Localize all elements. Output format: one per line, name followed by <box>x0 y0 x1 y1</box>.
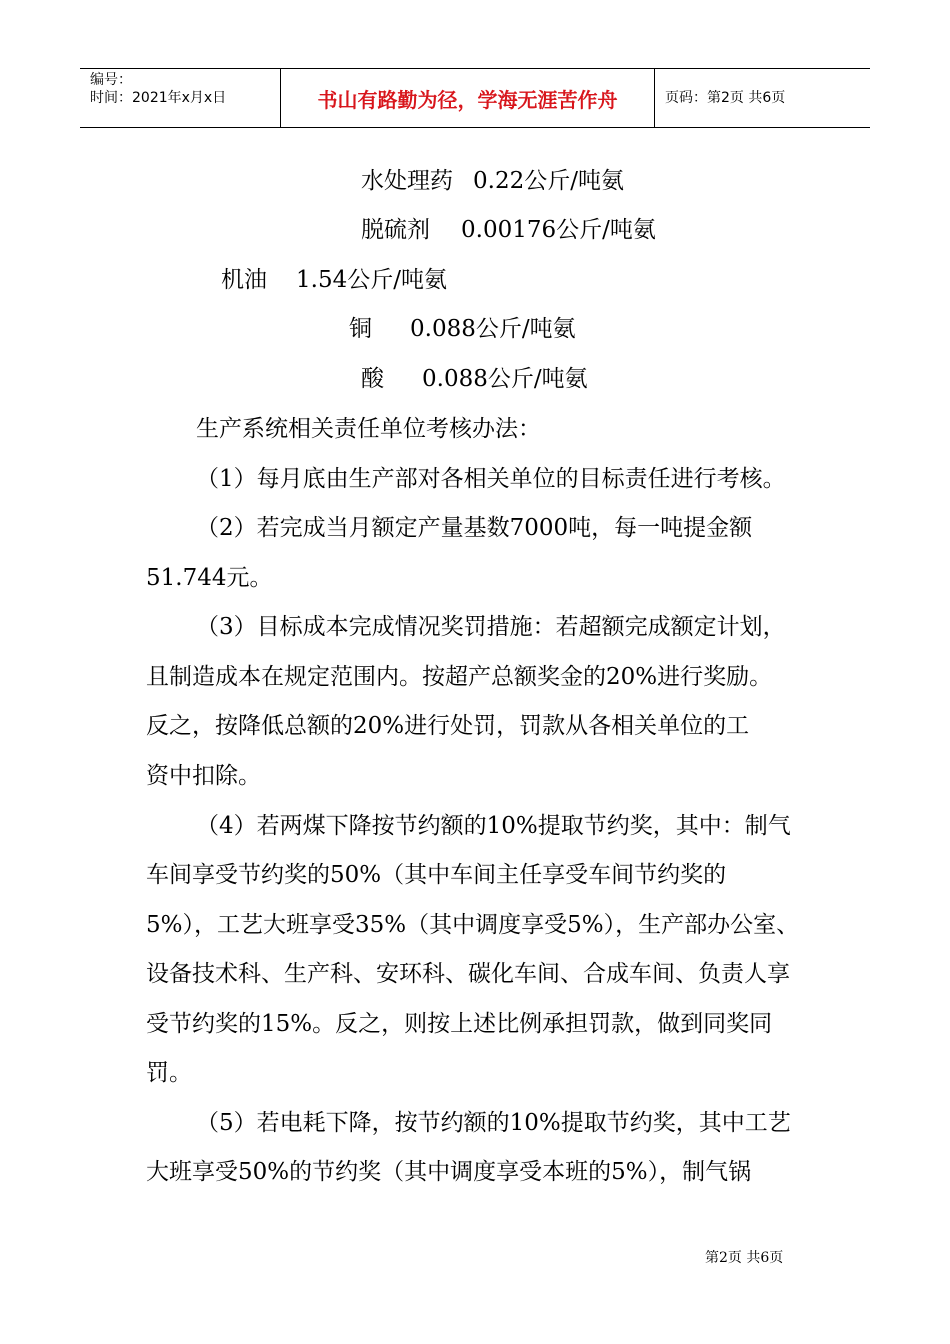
dosage-name: 酸 <box>361 366 384 392</box>
dosage-value: 0.088公斤/吨氨 <box>410 316 576 342</box>
body-line: （1）每月底由生产部对各相关单位的目标责任进行考核。 <box>196 466 786 492</box>
body-line: 资中扣除。 <box>146 763 261 789</box>
body-line: （4）若两煤下降按节约额的10%提取节约奖，其中：制气 <box>196 813 791 839</box>
dosage-value: 0.22公斤/吨氨 <box>473 168 624 194</box>
dosage-line <box>361 166 624 196</box>
dosage-value: 0.088公斤/吨氨 <box>422 366 588 392</box>
dosage-line <box>361 364 588 394</box>
body-line: 51.744元。 <box>146 565 273 591</box>
body-line: 且制造成本在规定范围内。按超产总额奖金的20%进行奖励。 <box>146 664 773 690</box>
header-motto: 书山有路勤为径，学海无涯苦作舟 <box>317 88 618 112</box>
dosage-line <box>221 265 447 295</box>
body-line: 大班享受50%的节约奖（其中调度享受本班的5%），制气锅 <box>146 1159 752 1185</box>
body-line: 5%），工艺大班享受35%（其中调度享受5%），生产部办公室、 <box>146 912 800 938</box>
body-line: （2）若完成当月额定产量基数7000吨，每一吨提金额 <box>196 515 753 541</box>
dosage-value: 1.54公斤/吨氨 <box>296 267 447 293</box>
header-motto-cell <box>281 69 655 127</box>
header-meta-cell <box>80 69 281 127</box>
footer-page-number: 第2页 共6页 <box>705 1250 784 1266</box>
body-line: （3）目标成本完成情况奖罚措施：若超额完成额定计划， <box>196 614 786 640</box>
header-page-number: 页码：第2页 共6页 <box>665 90 786 106</box>
dosage-name: 铜 <box>349 316 372 342</box>
dosage-name: 机油 <box>221 267 267 293</box>
dosage-line <box>361 215 656 245</box>
body-line: 设备技术科、生产科、安环科、碳化车间、合成车间、负责人享 <box>146 961 790 987</box>
section-heading: 生产系统相关责任单位考核办法： <box>196 416 541 442</box>
body-line: 罚。 <box>146 1060 192 1086</box>
dosage-name: 水处理药 <box>361 168 453 194</box>
dosage-line <box>349 314 576 344</box>
document-date: 时间：2021年x月x日 <box>90 90 227 106</box>
document-number: 编号： <box>90 72 132 88</box>
dosage-name: 脱硫剂 <box>361 217 430 243</box>
body-line: 车间享受节约奖的50%（其中车间主任享受车间节约奖的 <box>146 862 727 888</box>
body-line: （5）若电耗下降，按节约额的10%提取节约奖，其中工艺 <box>196 1110 791 1136</box>
body-line: 受节约奖的15%。反之，则按上述比例承担罚款，做到同奖同 <box>146 1011 773 1037</box>
header-page-cell <box>655 69 870 127</box>
dosage-value: 0.00176公斤/吨氨 <box>461 217 656 243</box>
page-header <box>80 68 870 128</box>
body-line: 反之，按降低总额的20%进行处罚，罚款从各相关单位的工 <box>146 713 750 739</box>
